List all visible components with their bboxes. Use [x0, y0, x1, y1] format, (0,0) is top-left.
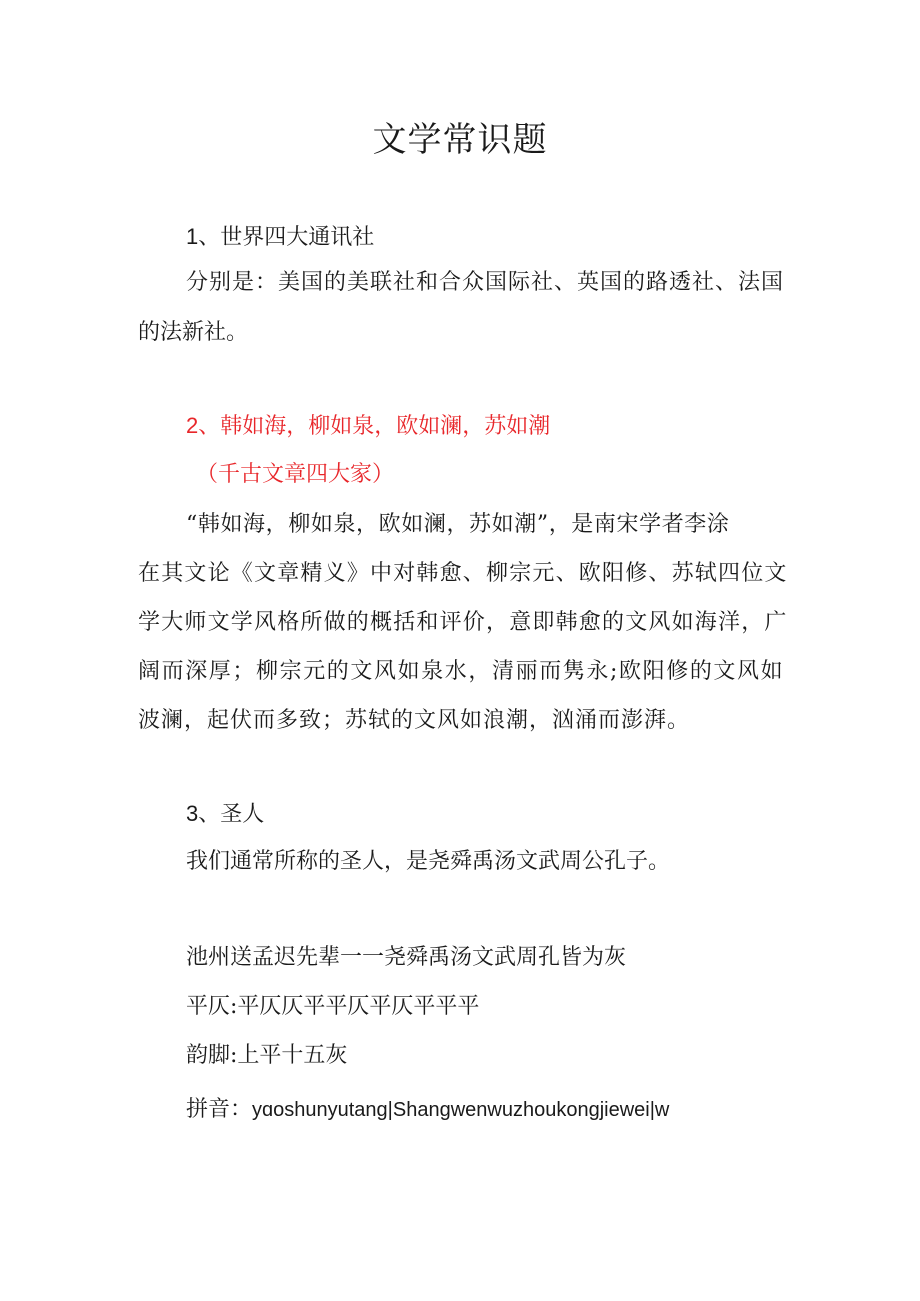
section-1-heading-text: 、世界四大通讯社 — [198, 225, 375, 250]
section-1-body-line-1: 分别是：美国的美联社和合众国际社、英国的路透社、法国 — [186, 270, 785, 295]
section-2-number: 2 — [186, 413, 199, 438]
section-2-body-line-5: 波澜，起伏而多致；苏轼的文风如浪潮，汹涌而澎湃。 — [138, 708, 691, 733]
section-2-subheading: （千古文章四大家） — [196, 462, 395, 487]
document-title: 文学常识题 — [372, 120, 548, 160]
section-1-body-line-2: 的法新社。 — [138, 320, 249, 345]
section-1-number: 1 — [186, 224, 199, 249]
section-3-heading — [186, 799, 264, 830]
section-2-heading-text: 、韩如海，柳如泉，欧如澜，苏如潮 — [198, 414, 551, 439]
tone-pattern-line: 平仄:平仄仄平平仄平仄平平平 — [186, 994, 480, 1019]
section-2-body-line-3: 学大师文学风格所做的概括和评价，意即韩愈的文风如海洋，广 — [138, 610, 788, 635]
section-2-body-line-4: 阔而深厚；柳宗元的文风如泉水，清丽而隽永;欧阳修的文风如 — [138, 659, 785, 684]
section-3-heading-text: 、圣人 — [198, 802, 265, 827]
section-2-body-line-1: “韩如海，柳如泉，欧如澜，苏如潮”，是南宋学者李涂 — [186, 512, 730, 537]
pinyin-text: yɑoshunyutang|Shangwenwuzhoukongjiewei|w — [252, 1099, 670, 1121]
pinyin-line — [186, 1095, 669, 1125]
pinyin-label: 拼音： — [186, 1097, 253, 1122]
rhyme-line: 韵脚:上平十五灰 — [186, 1043, 348, 1068]
section-3-number: 3 — [186, 801, 199, 826]
section-3-body: 我们通常所称的圣人，是尧舜禹汤文武周公孔子。 — [186, 849, 671, 874]
section-1-heading — [186, 222, 374, 253]
section-2-body-line-2: 在其文论《文章精义》中对韩愈、柳宗元、欧阳修、苏轼四位文 — [138, 561, 788, 586]
section-2-heading — [186, 411, 550, 442]
poem-title-line: 池州送孟迟先辈一一尧舜禹汤文武周孔皆为灰 — [186, 945, 627, 970]
